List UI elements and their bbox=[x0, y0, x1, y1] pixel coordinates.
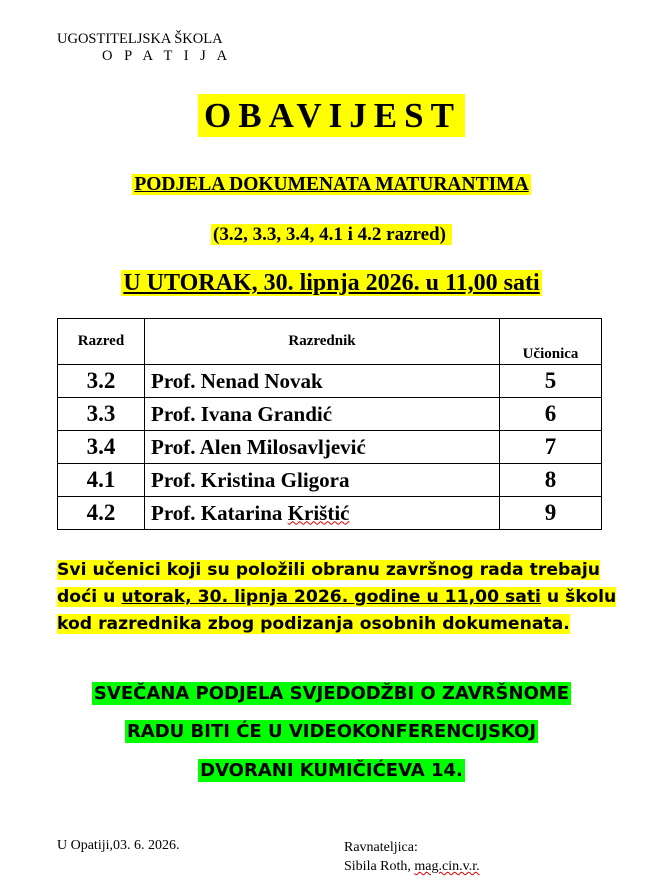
header-ucionica: Učionica bbox=[500, 319, 602, 365]
signer-name: Sibila Roth, bbox=[344, 859, 415, 874]
table-row bbox=[58, 464, 602, 497]
ceremony-line-1-text: SVEČANA PODJELA SVJEDODŽBI O ZAVRŠNOME bbox=[93, 683, 570, 704]
notice-paragraph bbox=[57, 557, 627, 638]
subtitle-classes bbox=[0, 224, 663, 246]
cell-razrednik: Prof. Kristina Gligora bbox=[145, 464, 500, 497]
notice-date: utorak, 30. lipnja 2026. godine u 11,00 sati bbox=[121, 587, 541, 607]
cell-razred: 4.1 bbox=[58, 464, 145, 497]
header-razred: Razred bbox=[58, 319, 145, 365]
class-table bbox=[57, 318, 602, 530]
signer-suffix: mag.cin.v.r. bbox=[414, 859, 480, 874]
ceremony-line-2-text: RADU BITI ĆE U VIDEOKONFERENCIJSKOJ bbox=[126, 721, 537, 742]
signature-block bbox=[344, 838, 480, 876]
cell-razred: 3.2 bbox=[58, 365, 145, 398]
table-row bbox=[58, 431, 602, 464]
cell-razred: 4.2 bbox=[58, 497, 145, 530]
school-city: O P A T I J A bbox=[102, 48, 232, 64]
subtitle-date bbox=[0, 270, 663, 297]
subtitle-distribution-text: PODJELA DOKUMENATA MATURANTIMA bbox=[134, 174, 529, 195]
cell-razrednik: Prof. Nenad Novak bbox=[145, 365, 500, 398]
school-header bbox=[57, 31, 231, 65]
subtitle-date-text: U UTORAK, 30. lipnja 2026. u 11,00 sati bbox=[123, 270, 540, 296]
signer-title: Ravnateljica: bbox=[344, 840, 418, 855]
subtitle-classes-text: (3.2, 3.3, 3.4, 4.1 i 4.2 razred) bbox=[211, 224, 452, 245]
cell-razrednik-surname: Krištić bbox=[287, 500, 350, 525]
notice-title-text: OBAVIJEST bbox=[198, 94, 465, 137]
notice-part3: u školu kod razrednika zbog podizanja osobnih dokumenata. bbox=[57, 587, 617, 634]
signer-line bbox=[344, 857, 480, 876]
cell-ucionica: 7 bbox=[500, 431, 602, 464]
cell-razrednik: Prof. Ivana Grandić bbox=[145, 398, 500, 431]
ceremony-line-2 bbox=[0, 721, 663, 742]
cell-ucionica: 6 bbox=[500, 398, 602, 431]
cell-razred: 3.3 bbox=[58, 398, 145, 431]
table-row bbox=[58, 497, 602, 530]
table-row bbox=[58, 365, 602, 398]
notice-part1: Svi učenici koji su položili obranu završnog rada trebaju doći u bbox=[57, 560, 601, 607]
cell-ucionica: 9 bbox=[500, 497, 602, 530]
ceremony-line-1 bbox=[0, 683, 663, 704]
school-name: UGOSTITELJSKA ŠKOLA bbox=[57, 31, 223, 47]
notice-title bbox=[0, 96, 663, 136]
cell-razrednik bbox=[145, 497, 500, 530]
ceremony-line-3-text: DVORANI KUMIČIĆEVA 14. bbox=[200, 760, 463, 781]
ceremony-line-3 bbox=[0, 760, 663, 781]
cell-razred: 3.4 bbox=[58, 431, 145, 464]
cell-razrednik: Prof. Alen Milosavljević bbox=[145, 431, 500, 464]
place-date: U Opatiji,03. 6. 2026. bbox=[57, 838, 180, 853]
cell-ucionica: 8 bbox=[500, 464, 602, 497]
header-razrednik: Razrednik bbox=[145, 319, 500, 365]
table-row bbox=[58, 398, 602, 431]
cell-ucionica: 5 bbox=[500, 365, 602, 398]
cell-razrednik-prefix: Prof. Katarina bbox=[151, 500, 288, 525]
table-header-row bbox=[58, 319, 602, 365]
subtitle-distribution bbox=[0, 174, 663, 196]
